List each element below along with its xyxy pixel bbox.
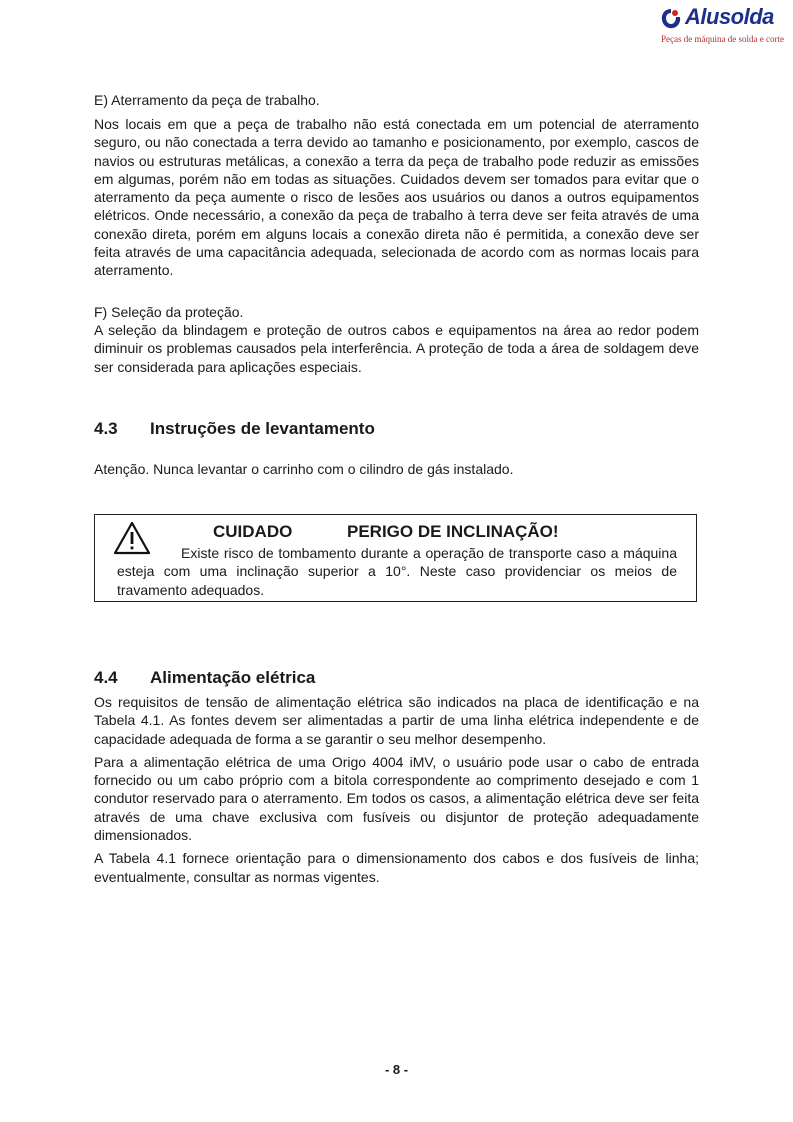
warning-box — [94, 514, 697, 602]
warning-caution-label: CUIDADO — [213, 522, 293, 541]
section-e — [94, 91, 699, 280]
warning-danger-label: PERIGO DE INCLINAÇÃO! — [347, 522, 559, 541]
page-number: - 8 - — [384, 1062, 409, 1077]
section-4-3-body: Atenção. Nunca levantar o carrinho com o cilindro de gás instalado. — [94, 461, 514, 477]
logo-tagline: Peças de máquina de solda e corte — [661, 34, 784, 44]
section-4-4-paragraph-2: Para a alimentação elétrica de uma Origo 4004 iMV, o usuário pode usar o cabo de entrada fornecido ou um cabo próprio com a bitola correspondente ao comprimento desejado e com 1 condutor reservado para o aterramento. Em todos os casos, a alimentação elétrica deve ser feita através de uma chave exclusiva com fusíveis ou disjuntor de proteção adequadamente dimensionados. — [94, 753, 699, 844]
section-4-4-title: Alimentação elétrica — [150, 668, 316, 687]
section-4-4-number: 4.4 — [94, 668, 118, 687]
section-e-body: Nos locais em que a peça de trabalho não está conectada em um potencial de aterramento seguro, ou não conectada a terra devido ao tamanho e posicionamento, por exemplo, cascos de navios ou estruturas metálicas, a conexão a terra da peça de trabalho pode reduzir as emissões em algumas, porém não em todas as situações. Cuidados devem ser tomados para evitar que o aterramento da peça aumente o risco de lesões aos usuários ou danos a outros equipamentos elétricos. Onde necessário, a conexão da peça de trabalho à terra deve ser feita através de uma conexão direta, porém em alguns locais a conexão direta não é permitida, a conexão deve ser feita através de uma capacitância adequada, selecionada de acordo com as normas locais para aterramento. — [94, 116, 699, 279]
section-e-title: E) Aterramento da peça de trabalho. — [94, 92, 320, 108]
warning-text: Existe risco de tombamento durante a operação de transporte caso a máquina esteja com uma inclinação superior a 10°. Neste caso providenciar os meios de travamento adequados. — [117, 545, 677, 598]
logo-mark-icon — [660, 7, 682, 31]
section-4-4 — [94, 693, 699, 886]
section-f — [94, 303, 699, 376]
section-4-3 — [94, 460, 699, 478]
section-4-4-paragraph-3: A Tabela 4.1 fornece orientação para o dimensionamento dos cabos e dos fusíveis de linha; eventualmente, consultar as normas vigentes. — [94, 850, 699, 885]
section-4-3-number: 4.3 — [94, 419, 118, 438]
section-f-title: F) Seleção da proteção. — [94, 304, 244, 320]
section-f-body: A seleção da blindagem e proteção de outros cabos e equipamentos na área ao redor podem diminuir os problemas causados pela interferência. A proteção de toda a área de soldagem deve ser considerada para aplicações especiais. — [94, 322, 699, 375]
section-4-4-heading — [94, 668, 315, 688]
logo-wordmark: Alusolda — [685, 4, 774, 29]
section-4-3-title: Instruções de levantamento — [150, 419, 375, 438]
section-4-3-heading — [94, 419, 375, 439]
section-4-4-paragraph-1: Os requisitos de tensão de alimentação elétrica são indicados na placa de identificação e na Tabela 4.1. As fontes devem ser alimentadas a partir de uma linha elétrica independente e de capacidade adequada de forma a se garantir o seu melhor desempenho. — [94, 694, 699, 747]
brand-logo — [652, 3, 782, 48]
